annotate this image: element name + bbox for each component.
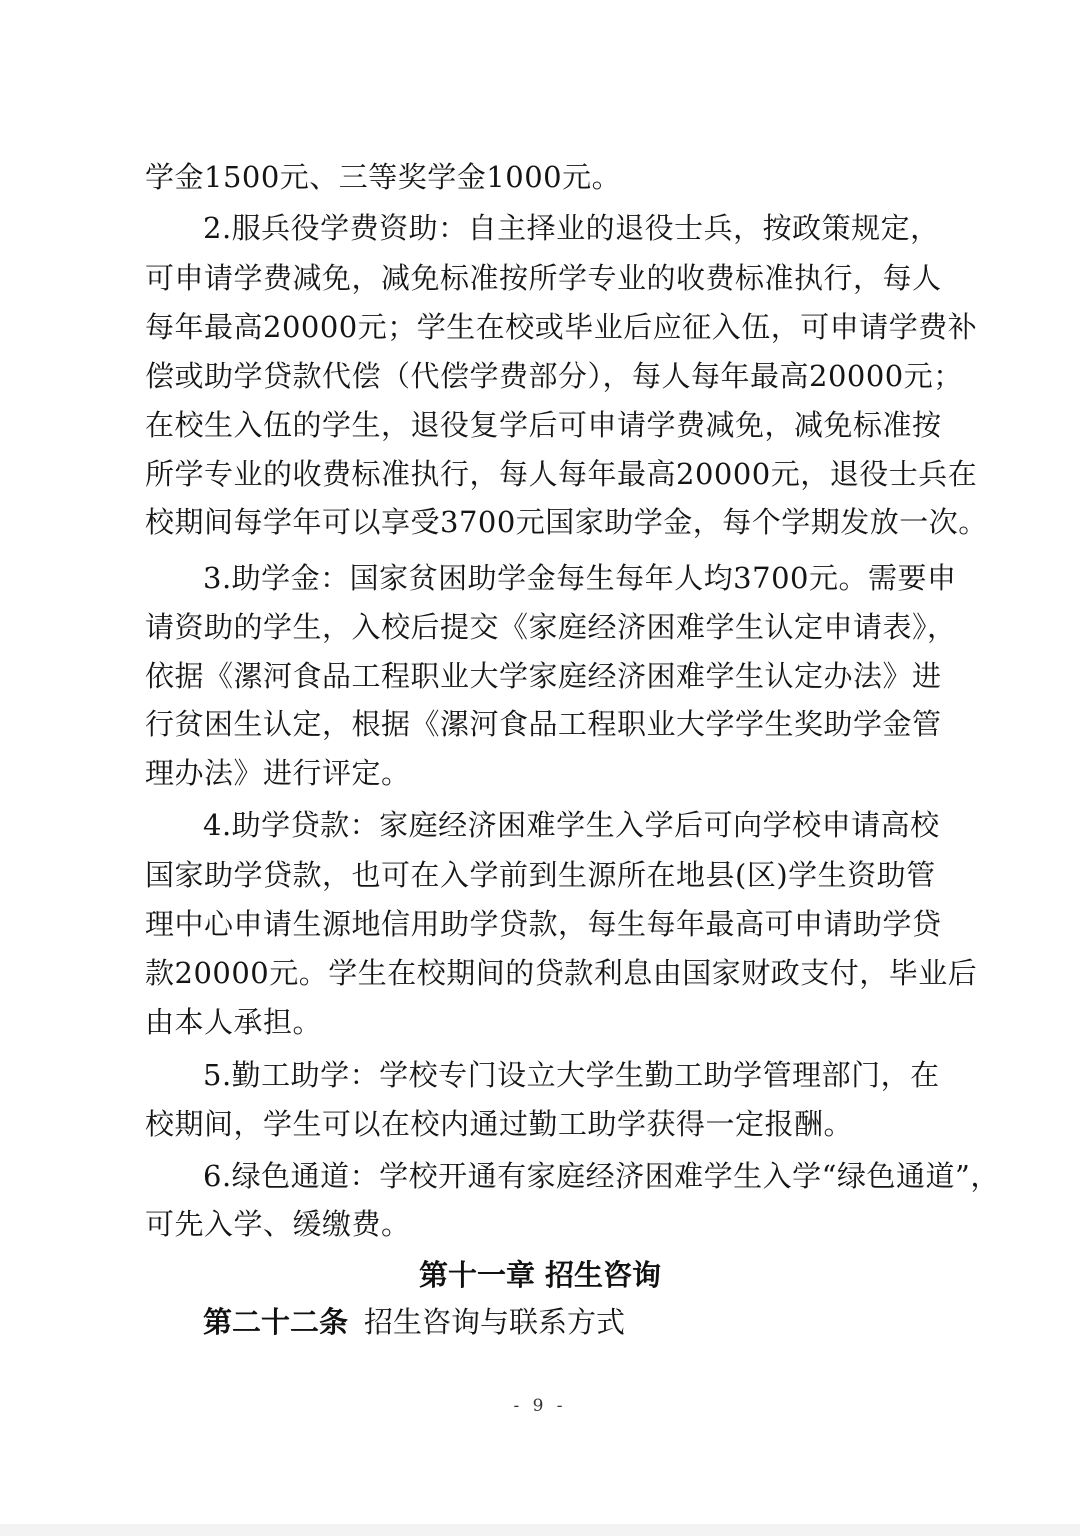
article-number: 第二十二条: [203, 1305, 349, 1339]
chapter-heading: 第十一章 招生咨询: [418, 1258, 662, 1292]
text-line: 请资助的学生，入校后提交《家庭经济困难学生认定申请表》，: [145, 610, 957, 644]
text-line: 国家助学贷款，也可在入学前到生源所在地县(区)学生资助管: [145, 858, 936, 892]
text-line: 5.勤工助学：学校专门设立大学生勤工助学管理部门，在: [203, 1058, 940, 1092]
text-line: 偿或助学贷款代偿（代偿学费部分），每人每年最高20000元；: [145, 359, 963, 393]
text-line: 校期间，学生可以在校内通过勤工助学获得一定报酬。: [145, 1107, 854, 1141]
page-number: - 9 -: [513, 1396, 567, 1416]
text-line: 可申请学费减免，减免标准按所学专业的收费标准执行，每人: [145, 261, 942, 295]
text-line: 6.绿色通道：学校开通有家庭经济困难学生入学“绿色通道”，: [203, 1159, 1000, 1193]
article-title: 招生咨询与联系方式: [364, 1305, 626, 1339]
text-line: 所学专业的收费标准执行，每人每年最高20000元，退役士兵在: [145, 457, 978, 491]
text-line: 款20000元。学生在校期间的贷款利息由国家财政支付，毕业后: [145, 956, 978, 990]
text-line: 理办法》进行评定。: [145, 756, 411, 790]
text-line: 理中心申请生源地信用助学贷款，每生每年最高可申请助学贷: [145, 907, 942, 941]
text-line: 由本人承担。: [145, 1005, 323, 1039]
text-line: 依据《漯河食品工程职业大学家庭经济困难学生认定办法》进: [145, 659, 942, 693]
article-heading: [203, 1296, 625, 1348]
text-line: 每年最高20000元；学生在校或毕业后应征入伍，可申请学费补: [145, 310, 978, 344]
text-line: 4.助学贷款：家庭经济困难学生入学后可向学校申请高校: [203, 808, 940, 842]
text-line: 学金1500元、三等奖学金1000元。: [145, 160, 622, 194]
text-line: 2.服兵役学费资助：自主择业的退役士兵，按政策规定，: [203, 211, 940, 245]
text-line: 行贫困生认定，根据《漯河食品工程职业大学学生奖助学金管: [145, 707, 942, 741]
text-line: 校期间每学年可以享受3700元国家助学金，每个学期发放一次。: [145, 505, 988, 539]
text-line: 可先入学、缓缴费。: [145, 1207, 411, 1241]
text-line: 3.助学金：国家贫困助学金每生每年人均3700元。需要申: [203, 561, 957, 595]
text-line: 在校生入伍的学生，退役复学后可申请学费减免，减免标准按: [145, 408, 942, 442]
